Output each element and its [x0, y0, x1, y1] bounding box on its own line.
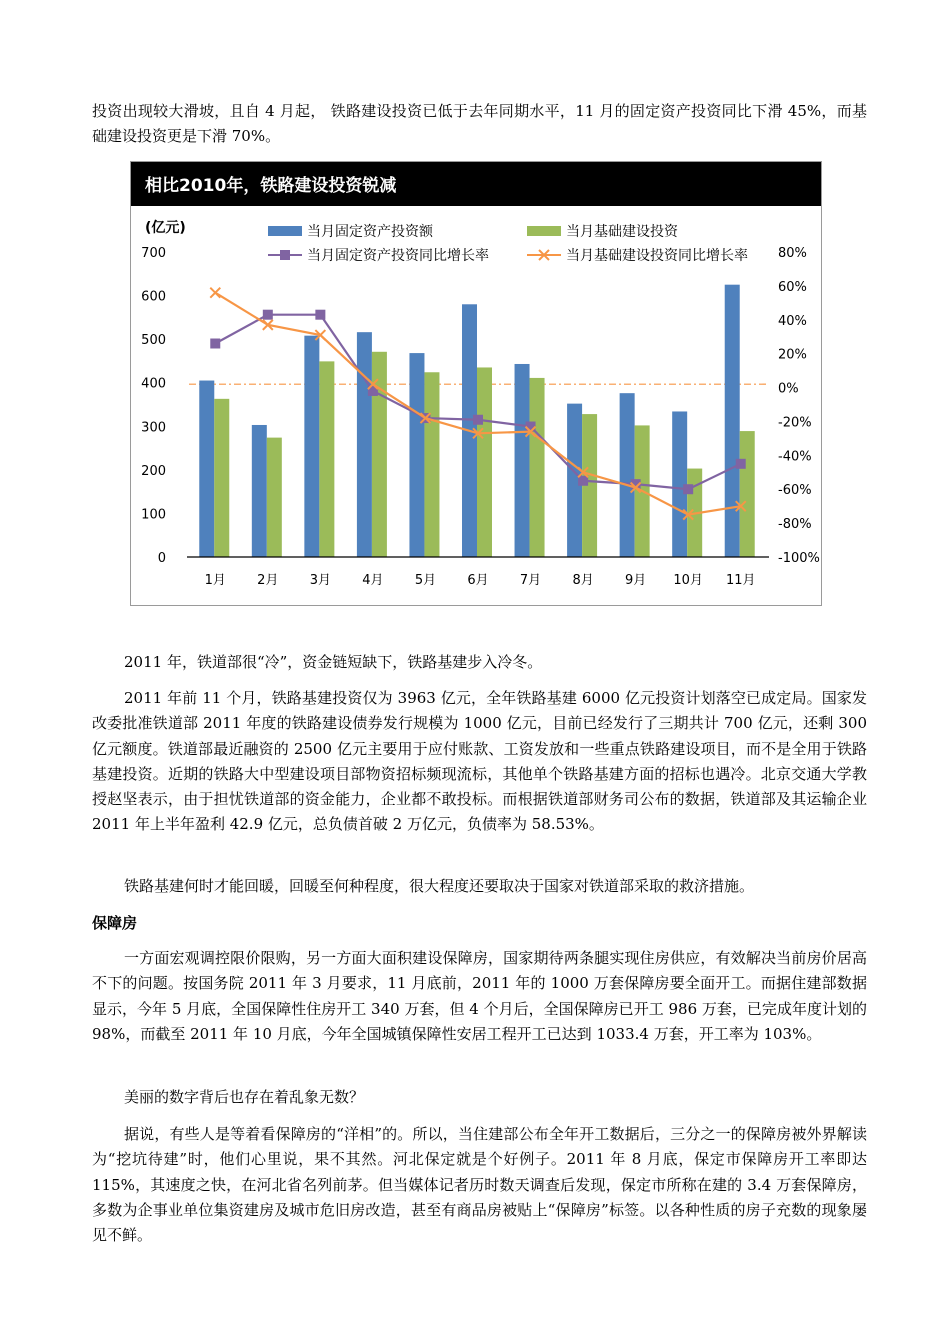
bar-infrastructure [424, 372, 439, 557]
y2-tick-label: 60% [778, 279, 807, 295]
legend-label: 当月固定资产投资同比增长率 [307, 248, 489, 264]
bar-infrastructure [214, 399, 229, 557]
marker-square [210, 339, 220, 349]
bar-infrastructure [319, 361, 334, 557]
y-axis-label: (亿元) [145, 220, 186, 236]
marker-square [315, 310, 325, 320]
x-tick-label: 1月 [204, 573, 226, 588]
bar-infrastructure [530, 378, 545, 557]
bar-fixed-asset [199, 381, 214, 557]
y2-tick-label: -20% [778, 415, 812, 431]
paragraph-railway-outlook: 铁路基建何时才能回暖，回暖至何种程度，很大程度还要取决于国家对铁道部采取的救济措施。 [124, 877, 755, 895]
marker-square [526, 422, 536, 432]
marker-square [473, 415, 483, 425]
y-tick-label: 0 [157, 551, 166, 566]
y-tick-label: 600 [141, 289, 166, 305]
y-tick-label: 300 [141, 420, 166, 436]
bar-fixed-asset [725, 285, 740, 557]
legend-swatch [268, 226, 302, 236]
marker-square [736, 459, 746, 469]
x-tick-label: 7月 [519, 573, 542, 588]
bar-fixed-asset [409, 353, 424, 557]
marker-square [263, 310, 273, 320]
legend-label: 当月基础建设投资 [566, 224, 678, 240]
y2-tick-label: -80% [778, 517, 812, 533]
y-tick-label: 400 [141, 376, 166, 392]
bar-infrastructure [740, 431, 755, 557]
x-tick-label: 8月 [572, 573, 594, 588]
y2-tick-label: -40% [778, 449, 812, 465]
legend-marker [280, 250, 290, 260]
chart-title: 相比2010年，铁路建设投资锐减 [145, 176, 397, 196]
x-tick-label: 9月 [624, 573, 647, 588]
marker-square [683, 484, 693, 494]
x-tick-label: 3月 [309, 573, 332, 588]
y-tick-label: 700 [141, 246, 166, 261]
x-tick-label: 11月 [725, 573, 756, 588]
marker-x [210, 288, 220, 298]
bar-fixed-asset [515, 364, 530, 557]
legend-label: 当月固定资产投资额 [307, 224, 433, 240]
legend-swatch [527, 226, 561, 236]
y2-tick-label: 0% [778, 381, 799, 397]
bar-infrastructure [267, 438, 282, 557]
paragraph-housing-policy: 一方面宏观调控限价限购，另一方面大面积建设保障房，国家期待两条腿实现住房供应，有效解决当前房价居高不下的问题。按国务院 2011 年 3 月要求，11 月底前，2011 年的 1000 万套保障房要全面开工。而据住建部数据显示，今年 5 月底，全国保障性住房开工 340 万套，但 4 个月后，全国保障房已开工 986 万套，已完成年度计划的 98%，而截至 2011 年 10 月底，今年全国城镇保障性安居工程开工已达到 1033.4 万套，开工率为 103%。 [92, 949, 867, 1043]
y2-tick-label: -100% [778, 551, 820, 566]
bar-fixed-asset [304, 336, 319, 557]
section-heading-baozhangfang: 保障房 [92, 914, 138, 932]
y-tick-label: 100 [141, 507, 166, 523]
paragraph-railway-cold: 2011 年，铁道部很“冷”，资金链短缺下，铁路基建步入冷冬。 [124, 653, 543, 671]
y2-tick-label: 40% [778, 313, 807, 329]
x-tick-label: 4月 [362, 573, 384, 588]
marker-square [578, 476, 588, 486]
bar-fixed-asset [252, 425, 267, 557]
bar-fixed-asset [620, 393, 635, 557]
y2-tick-label: -60% [778, 483, 812, 499]
bar-infrastructure [477, 367, 492, 557]
x-tick-label: 2月 [257, 573, 279, 588]
y-tick-label: 200 [141, 463, 166, 479]
x-tick-label: 6月 [467, 573, 489, 588]
paragraph-intro: 投资出现较大滑坡，且自 4 月起， 铁路建设投资已低于去年同期水平，11 月的固定资产投资同比下滑 45%，而基础建设投资更是下滑 70%。 [92, 102, 867, 146]
legend-label: 当月基础建设投资同比增长率 [566, 248, 748, 264]
paragraph-housing-baoding: 据说，有些人是等着看保障房的“洋相”的。所以，当住建部公布全年开工数据后，三分之一的保障房被外界解读为“挖坑待建”时，他们心里说，果不其然。河北保定就是个好例子。2011 年 8 月底，保定市保障房开工率即达 115%，其速度之快，在河北省名列前茅。但当媒体记者历时数天调查后发现，保定市所称在建的 3.4 万套保障房，多数为企事业单位集资建房及城市危旧房改造，甚至有商品房被贴上“保障房”标签。以各种性质的房子充数的现象屡见不鲜。 [92, 1125, 867, 1245]
bar-fixed-asset [357, 332, 372, 557]
y2-tick-label: 20% [778, 347, 807, 363]
y-tick-label: 500 [141, 333, 166, 349]
paragraph-railway-investment: 2011 年前 11 个月，铁路基建投资仅为 3963 亿元，全年铁路基建 6000 亿元投资计划落空已成定局。国家发改委批准铁道部 2011 年度的铁路建设债券发行规模为 1000 亿元，目前已经发行了三期共计 700 亿元，还剩 300 亿元额度。铁道部最近融资的 2500 亿元主要用于应付账款、工资发放和一些重点铁路建设项目，而不是全用于铁路基建投资。近期的铁路大中型建设项目部物资招标频现流标，其他单个铁路基建方面的招标也遇冷。北京交通大学教授赵坚表示，由于担忧铁道部的资金能力，企业都不敢投标。而根据铁道部财务司公布的数据，铁道部及其运输企业 2011 年上半年盈利 42.9 亿元，总负债首破 2 万亿元，负债率为 58.53%。 [92, 689, 867, 834]
y2-tick-label: 80% [778, 246, 807, 261]
chart-figure [130, 161, 822, 606]
x-tick-label: 10月 [673, 573, 703, 588]
x-tick-label: 5月 [414, 573, 437, 588]
paragraph-housing-question: 美丽的数字背后也存在着乱象无数？ [124, 1088, 365, 1106]
chart-svg [131, 162, 821, 605]
